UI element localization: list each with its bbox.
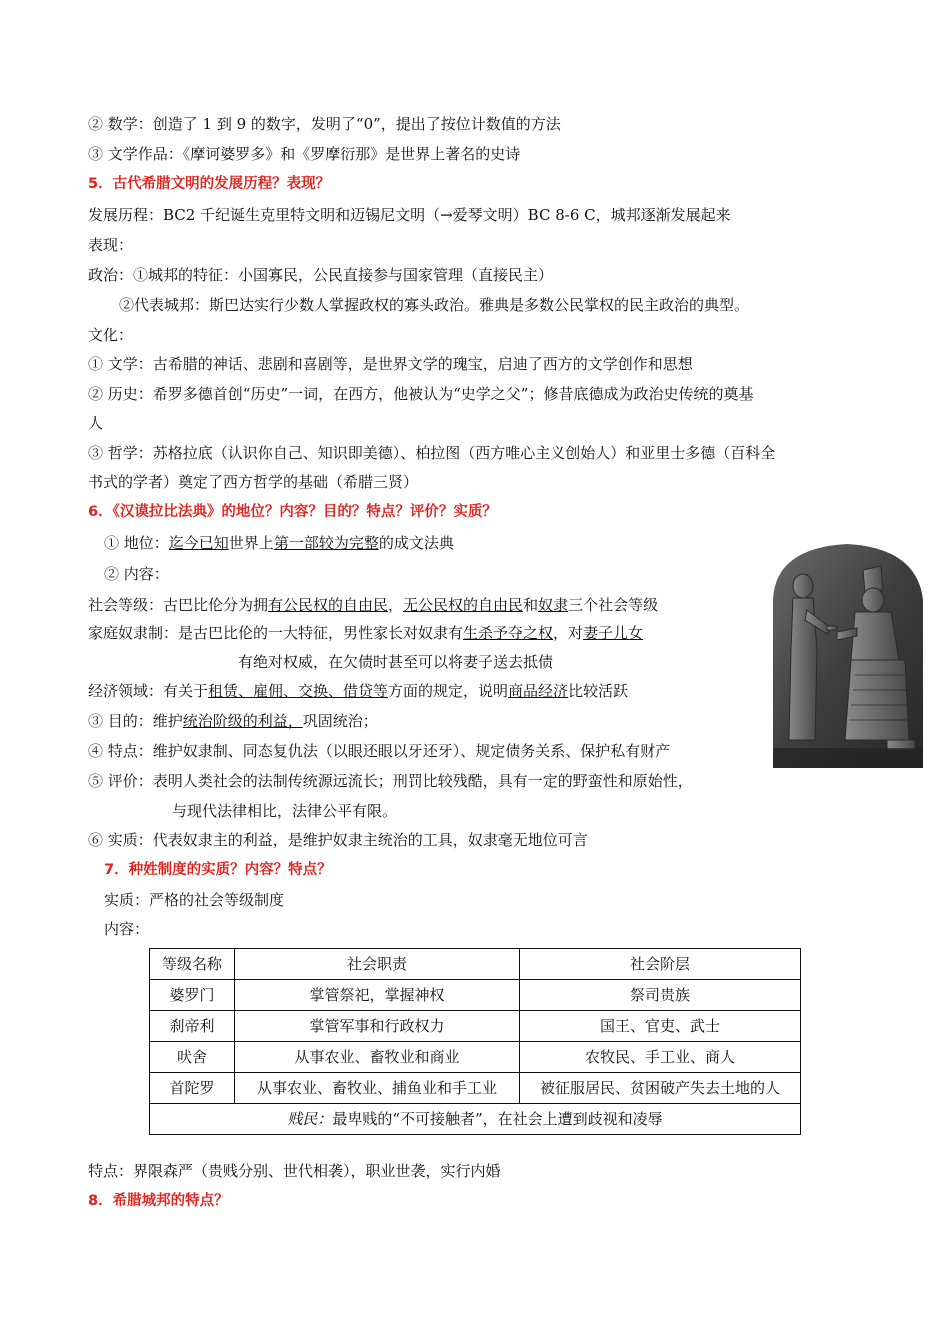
purpose-line [88,710,378,732]
evaluation-cont: 与现代法律相比，法律公平有限。 [172,802,398,820]
family-slavery-line [88,622,643,644]
table-cell: 掌管祭祀，掌握神权 [235,980,520,1011]
family-slavery-u1: 生杀予夺之权 [463,624,554,642]
social-class-line [88,594,658,616]
table-cell: 祭司贵族 [520,980,801,1011]
evaluation-line: ⑤ 评价：表明人类社会的法制传统源远流长；刑罚比较残酷，具有一定的野蛮性和原始性， [88,772,693,790]
table-cell: 刹帝利 [150,1011,235,1042]
performance-label: 表现： [88,236,134,254]
table-header-row [150,949,801,980]
economy-t3: 比较活跃 [568,682,629,700]
features-line: ④ 特点：维护奴隶制、同态复仇法（以眼还眼以牙还牙）、规定债务关系、保护私有财产 [88,742,671,760]
untouchables-cell [150,1104,801,1135]
literature-greek-line: ① 文学：古希腊的神话、悲剧和喜剧等，是世界文学的瑰宝，启迪了西方的文学创作和思想 [88,355,693,373]
culture-label: 文化： [88,326,134,344]
table-cell: 掌管军事和行政权力 [235,1011,520,1042]
caste-table [149,948,801,1135]
purpose-u1: 统治阶级的利益， [182,712,303,730]
table-cell: 国王、官吏、武士 [520,1011,801,1042]
table-cell: 被征服居民、贫困破产失去土地的人 [520,1073,801,1104]
table-cell: 首陀罗 [150,1073,235,1104]
social-class-u3: 奴隶 [538,596,569,614]
representative-city-line: ②代表城邦：斯巴达实行少数人掌握政权的寡头政治。雅典是多数公民掌权的民主政治的典型。 [119,296,750,314]
table-header: 等级名称 [150,949,235,980]
code-status-u2: 第一部较为完整 [273,534,379,552]
caste-essence-line: 实质：严格的社会等级制度 [104,891,285,909]
caste-content-label: 内容： [104,920,150,938]
code-status-label: ① 地位： [104,534,169,552]
table-cell: 从事农业、畜牧业和商业 [235,1042,520,1073]
social-class-u2: 无公民权的自由民 [403,596,524,614]
social-class-t3: 和 [523,596,539,614]
economy-u1: 租赁、雇佣、交换、借贷等 [208,682,389,700]
social-class-u1: 有公民权的自由民 [268,596,389,614]
code-content-label: ② 内容： [104,565,169,583]
code-status-line [104,532,454,554]
stele-photo [767,540,925,768]
philosophy-line-cont: 书式的学者）奠定了西方哲学的基础（希腊三贤） [88,473,419,491]
essence-line: ⑥ 实质：代表奴隶主的利益，是维护奴隶主统治的工具，奴隶毫无地位可言 [88,831,588,849]
heading-8: 8．希腊城邦的特点？ [88,1193,229,1209]
family-slavery-t1: 家庭奴隶制：是古巴比伦的一大特征，男性家长对奴隶有 [88,624,464,642]
code-status-u1: 迄今已知 [168,534,229,552]
history-line-cont: 人 [88,414,104,432]
family-slavery-cont: 有绝对权威，在欠债时甚至可以将妻子送去抵债 [238,653,554,671]
untouchables-text: 最卑贱的“不可接触者”，在社会上遭到歧视和凌辱 [332,1110,663,1128]
family-slavery-u2: 妻子儿女 [583,624,644,642]
family-slavery-t2: ，对 [553,624,584,642]
caste-features-line: 特点：界限森严（贵贱分别、世代相袭），职业世袭，实行内婚 [88,1162,501,1180]
table-row [150,1042,801,1073]
economy-t1: 经济领域：有关于 [88,682,209,700]
table-row [150,1073,801,1104]
social-class-t2: ， [388,596,404,614]
code-status-t2: 的成文法典 [378,534,454,552]
greek-development-line: 发展历程：BC2 千纪诞生克里特文明和迈锡尼文明（→爱琴文明）BC 8-6 C，城邦逐渐发展起来 [88,206,731,224]
economy-line [88,680,628,702]
table-cell: 婆罗门 [150,980,235,1011]
table-header: 社会阶层 [520,949,801,980]
table-row [150,1011,801,1042]
table-row [150,980,801,1011]
social-class-t4: 三个社会等级 [568,596,659,614]
table-cell: 吠舍 [150,1042,235,1073]
heading-5: 5．古代希腊文明的发展历程？表现？ [88,176,331,192]
literature-line: ③ 文学作品：《摩诃婆罗多》和《罗摩衍那》是世界上著名的史诗 [88,145,521,163]
table-cell: 农牧民、手工业、商人 [520,1042,801,1073]
economy-u2: 商品经济 [508,682,569,700]
heading-7: 7．种姓制度的实质？内容？特点？ [104,862,332,878]
table-header: 社会职责 [235,949,520,980]
economy-t2: 方面的规定，说明 [388,682,509,700]
politics-line: 政治：①城邦的特征：小国寡民，公民直接参与国家管理（直接民主） [88,266,554,284]
history-line: ② 历史：希罗多德首创“历史”一词，在西方，他被认为“史学之父”；修昔底德成为政治史传统的奠基 [88,385,754,403]
table-cell: 从事农业、畜牧业、捕鱼业和手工业 [235,1073,520,1104]
untouchables-label: 贱民： [287,1110,333,1128]
code-status-t1: 世界上 [228,534,274,552]
heading-6: 6．《汉谟拉比法典》的地位？内容？目的？特点？评价？实质？ [88,504,497,520]
purpose-t2: 巩固统治； [302,712,378,730]
purpose-t1: ③ 目的：维护 [88,712,183,730]
philosophy-line: ③ 哲学：苏格拉底（认识你自己、知识即美德）、柏拉图（西方唯心主义创始人）和亚里士多德（百科全 [88,444,776,462]
table-footer-row [150,1104,801,1135]
math-line: ② 数学：创造了 1 到 9 的数字，发明了“0”，提出了按位计数值的方法 [88,115,561,133]
hammurabi-stele-image [767,540,925,768]
social-class-t1: 社会等级：古巴比伦分为拥 [88,596,269,614]
